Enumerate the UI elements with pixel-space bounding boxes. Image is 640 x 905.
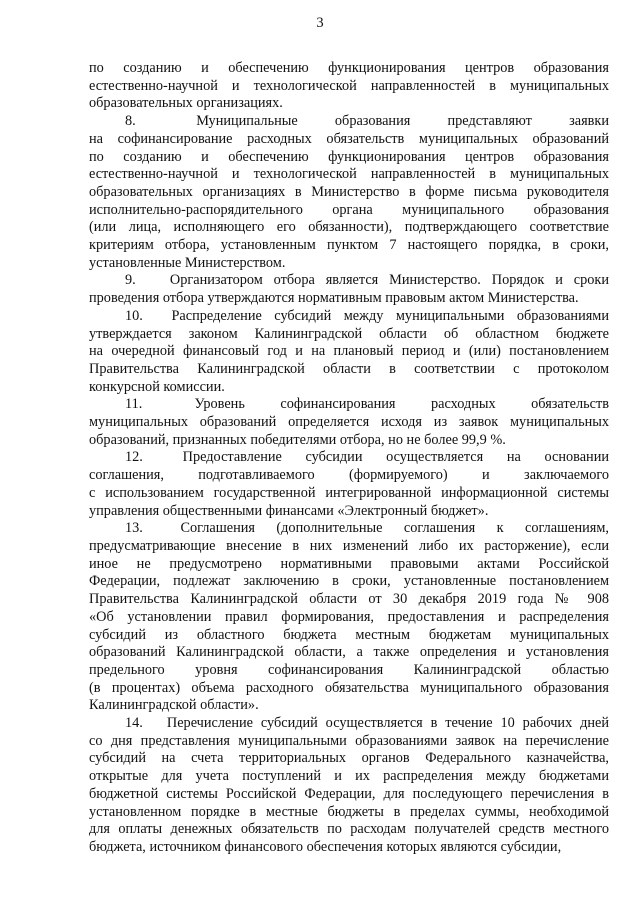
text-line: предельного уровня софинансирования Калининградской областью [89, 661, 609, 678]
text-line: образований Калининградской области, а также определения и установления [89, 644, 609, 661]
text-line: по созданию и обеспечению функционирования центров образования [89, 60, 609, 76]
text-line: открытые для учета поступлений и их распределения между бюджетами [89, 768, 609, 785]
text-line: исполнительно-распорядительного органа муниципального образования [89, 201, 609, 218]
text-line: естественно-научной и технологической направленностей в муниципальных [89, 77, 609, 94]
text-line: установленные Министерством. [89, 254, 286, 271]
paragraph-p13 [89, 520, 609, 715]
paragraph-p14 [89, 715, 609, 857]
page-number: 3 [316, 15, 324, 31]
text-line: «Об установлении правил формирования, предоставления и распределения [89, 608, 609, 625]
paragraph-p10 [89, 308, 609, 397]
line-text: Уровень софинансирования расходных обязательств [194, 396, 609, 413]
text-line: субсидий на счета территориальных органов Федерального казначейства, [89, 750, 609, 767]
text-line: (или лица, исполняющего его обязанности), подтверждающего соответствие [89, 219, 609, 236]
text-line [89, 715, 609, 733]
text-line: предусматривающие внесение в них изменений либо их расторжение), если [89, 537, 609, 554]
text-line: образований, признанных победителями отбора, но не более 99,9 %. [89, 431, 506, 448]
paragraph-p12 [89, 449, 609, 520]
text-line: для оплаты денежных обязательств по расходам получателей средств местного [89, 821, 609, 838]
line-text: Предоставление субсидии осуществляется на основании [182, 449, 610, 466]
text-line: со дня представления муниципальными образованиями заявок на перечисление [89, 732, 609, 749]
text-line: образовательных организациях в Министерство в форме письма руководителя [89, 183, 609, 200]
text-line: по созданию и обеспечению функционирования центров образования [89, 148, 609, 165]
text-line: естественно-научной и технологической направленностей в муниципальных [89, 166, 609, 183]
line-text: Организатором отбора является Министерство. Порядок и сроки [169, 272, 609, 289]
text-line: критериям отбора, установленным пунктом 7 настоящего порядка, в сроки, [89, 237, 609, 254]
paragraph-number: 10. [125, 307, 143, 324]
text-line: бюджета, источником финансового обеспечения которых являются субсидии, [89, 838, 562, 855]
paragraph-number: 12. [125, 449, 143, 466]
line-text: Соглашения (дополнительные соглашения к соглашениям, [180, 520, 610, 537]
text-line: на софинансирование расходных обязательств муниципальных образований [89, 130, 609, 147]
document-body [89, 60, 609, 857]
text-line [89, 520, 609, 538]
text-line: Федерации, подлежат заключению в сроки, установленные постановлением [89, 573, 609, 590]
text-line: субсидий из областного бюджета местным бюджетам муниципальных [89, 626, 609, 643]
text-line: с использованием государственной интегрированной информационной системы [89, 484, 609, 501]
paragraph-p9 [89, 272, 609, 307]
paragraph-number: 8. [125, 113, 136, 130]
text-line: Правительства Калининградской области от 30 декабря 2019 года № 908 [89, 591, 609, 608]
text-line [89, 272, 609, 290]
text-line: иное не предусмотрено нормативными правовыми актами Российской [89, 555, 609, 572]
text-line: установленном порядке в местные бюджеты в пределах суммы, необходимой [89, 803, 609, 820]
paragraph-number: 13. [125, 520, 143, 537]
text-line: Калининградской области». [89, 697, 259, 714]
text-line: проведения отбора утверждаются нормативным правовым актом Министерства. [89, 290, 579, 307]
text-line: бюджетной системы Российской Федерации, для последующего перечисления в [89, 785, 609, 802]
text-line: муниципальных образований определяется исходя из заявок муниципальных [89, 414, 609, 431]
text-line [89, 113, 609, 131]
text-line: на очередной финансовый год и на плановый период и (или) постановлением [89, 343, 609, 360]
line-text: Перечисление субсидий осуществляется в течение 10 рабочих дней [166, 715, 609, 732]
paragraph-p7-cont [89, 60, 609, 113]
paragraph-p11 [89, 396, 609, 449]
paragraph-number: 14. [125, 715, 143, 732]
line-text: Распределение субсидий между муниципальными образованиями [171, 307, 609, 324]
line-text: Муниципальные образования представляют заявки [196, 113, 609, 130]
text-line: конкурсной комиссии. [89, 378, 225, 395]
text-line: Правительства Калининградской области в соответствии с протоколом [89, 360, 609, 377]
text-line: соглашения, подготавливаемого (формируемого) и заключаемого [89, 467, 609, 484]
paragraph-number: 11. [125, 396, 143, 413]
text-line: образовательных организациях. [89, 95, 283, 112]
paragraph-number: 9. [125, 272, 136, 289]
text-line: управления общественными финансами «Электронный бюджет». [89, 502, 489, 519]
paragraph-p8 [89, 113, 609, 272]
text-line [89, 449, 609, 467]
text-line [89, 396, 609, 414]
text-line [89, 308, 609, 326]
text-line: (в процентах) объема расходного обязательства муниципального образования [89, 679, 609, 696]
text-line: утверждается законом Калининградской области об областном бюджете [89, 325, 609, 342]
